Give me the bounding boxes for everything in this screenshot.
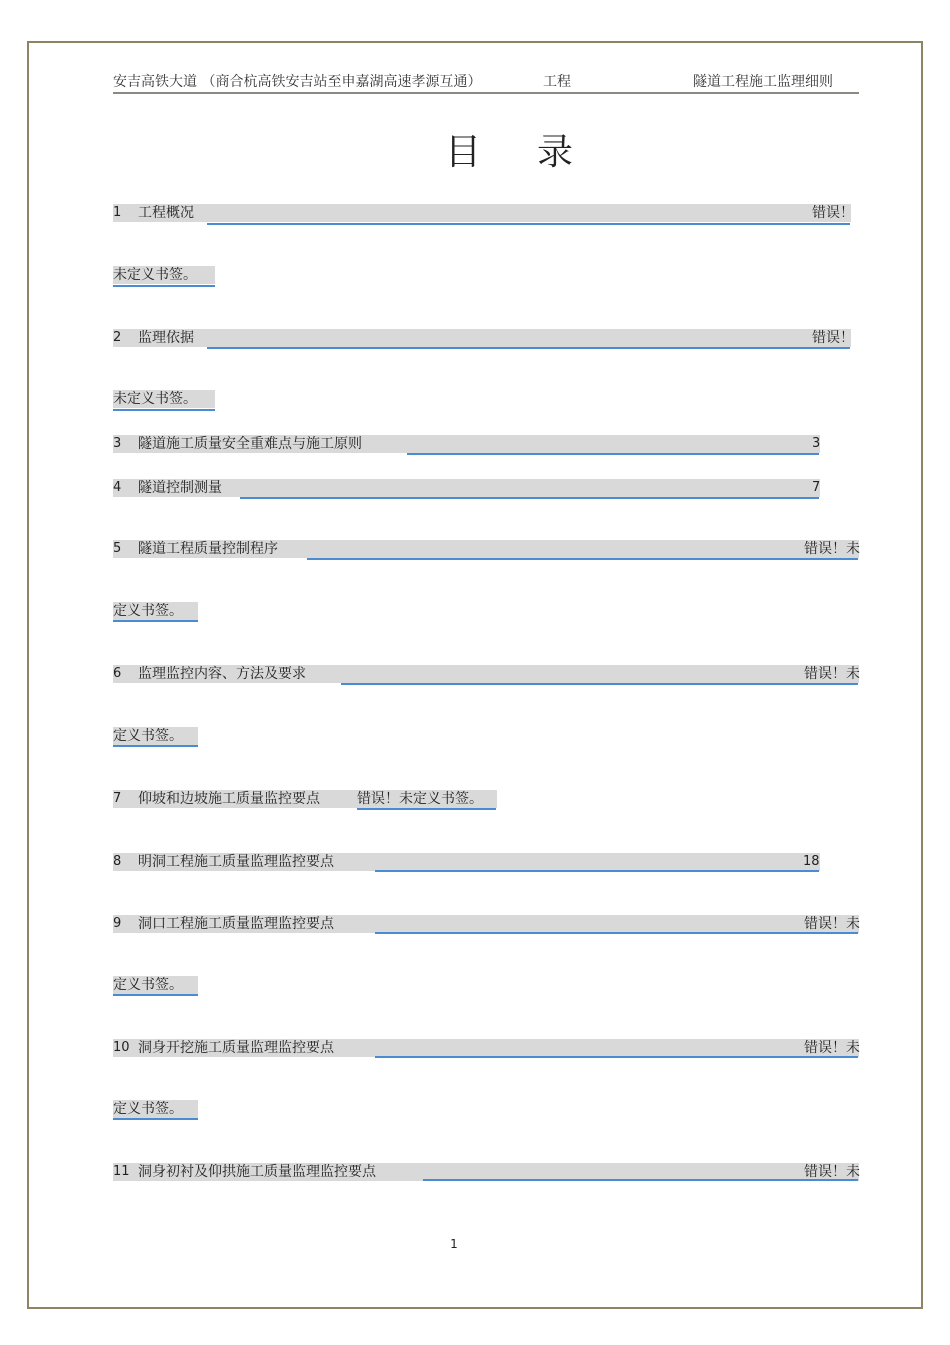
header-doc-title: 隧道工程施工监理细则 [693, 74, 833, 90]
toc-leader-line [407, 453, 819, 455]
toc-leader-line [357, 808, 496, 810]
toc-entry-number: 2 [113, 330, 122, 345]
toc-title-left: 目 [445, 132, 482, 173]
toc-entry-number: 3 [113, 436, 122, 451]
toc-entry-number: 10 [113, 1040, 130, 1055]
toc-entry-text: 隧道工程质量控制程序 [138, 541, 278, 557]
toc-entry-text: 工程概况 [138, 205, 194, 221]
toc-entry-text: 监理依据 [138, 330, 194, 346]
toc-leader-line [207, 347, 850, 349]
toc-leader-line [113, 285, 215, 287]
toc-entry-text: 洞身开挖施工质量监理监控要点 [138, 1040, 334, 1056]
toc-leader-line [113, 620, 198, 622]
toc-entry-continuation: 定义书签。 [113, 603, 183, 619]
toc-leader-line [113, 994, 198, 996]
page-number: 1 [450, 1237, 458, 1251]
toc-entry-text: 隧道施工质量安全重难点与施工原则 [138, 436, 362, 452]
toc-entry-continuation: 未定义书签。 [113, 391, 197, 407]
toc-entry-page: 错误！未定义书签。 [357, 791, 483, 807]
toc-entry-page: 18 [803, 854, 820, 869]
toc-leader-line [113, 745, 198, 747]
toc-leader-line [423, 1179, 858, 1181]
toc-entry-number: 8 [113, 854, 122, 869]
toc-leader-line [375, 932, 858, 934]
toc-entry-page: 错误！未 [804, 1040, 860, 1056]
toc-entry-page: 7 [812, 480, 821, 495]
toc-leader-line [375, 1056, 858, 1058]
header-type: 工程 [543, 74, 571, 90]
toc-leader-line [307, 558, 858, 560]
toc-entry-text: 洞口工程施工质量监理监控要点 [138, 916, 334, 932]
toc-entry-page: 错误！未 [804, 666, 860, 682]
toc-entry-number: 7 [113, 791, 122, 806]
toc-leader-line [375, 870, 819, 872]
toc-entry-page: 错误！未 [804, 541, 860, 557]
toc-entry-continuation: 未定义书签。 [113, 267, 197, 283]
toc-entry-number: 6 [113, 666, 122, 681]
toc-entry-continuation: 定义书签。 [113, 1101, 183, 1117]
toc-entry-text: 明洞工程施工质量监理监控要点 [138, 854, 334, 870]
toc-entry-number: 1 [113, 205, 122, 220]
toc-entry-text: 洞身初衬及仰拱施工质量监理监控要点 [138, 1164, 376, 1180]
toc-entry-page: 错误！未 [804, 1164, 860, 1180]
header-project: 安吉高铁大道 （商合杭高铁安吉站至申嘉湖高速孝源互通） [113, 74, 482, 90]
toc-leader-line [240, 497, 819, 499]
toc-entry-page: 错误！ [812, 330, 854, 346]
toc-entry-text: 监理监控内容、方法及要求 [138, 666, 306, 682]
toc-entry-page: 错误！未 [804, 916, 860, 932]
toc-entry-page: 错误！ [812, 205, 854, 221]
header-rule [113, 92, 859, 94]
toc-leader-line [341, 683, 858, 685]
toc-entry-continuation: 定义书签。 [113, 977, 183, 993]
toc-entry-text: 隧道控制测量 [138, 480, 222, 496]
toc-entry-number: 11 [113, 1164, 130, 1179]
toc-field-shading [113, 204, 851, 222]
toc-title-right: 录 [537, 132, 574, 173]
toc-entry-number: 4 [113, 480, 122, 495]
toc-leader-line [207, 223, 850, 225]
toc-entry-number: 9 [113, 916, 122, 931]
toc-entry-text: 仰坡和边坡施工质量监控要点 [138, 791, 320, 807]
toc-entry-continuation: 定义书签。 [113, 728, 183, 744]
toc-entry-number: 5 [113, 541, 122, 556]
toc-leader-line [113, 409, 215, 411]
toc-leader-line [113, 1118, 198, 1120]
toc-entry-page: 3 [812, 436, 821, 451]
toc-field-shading [113, 329, 851, 347]
